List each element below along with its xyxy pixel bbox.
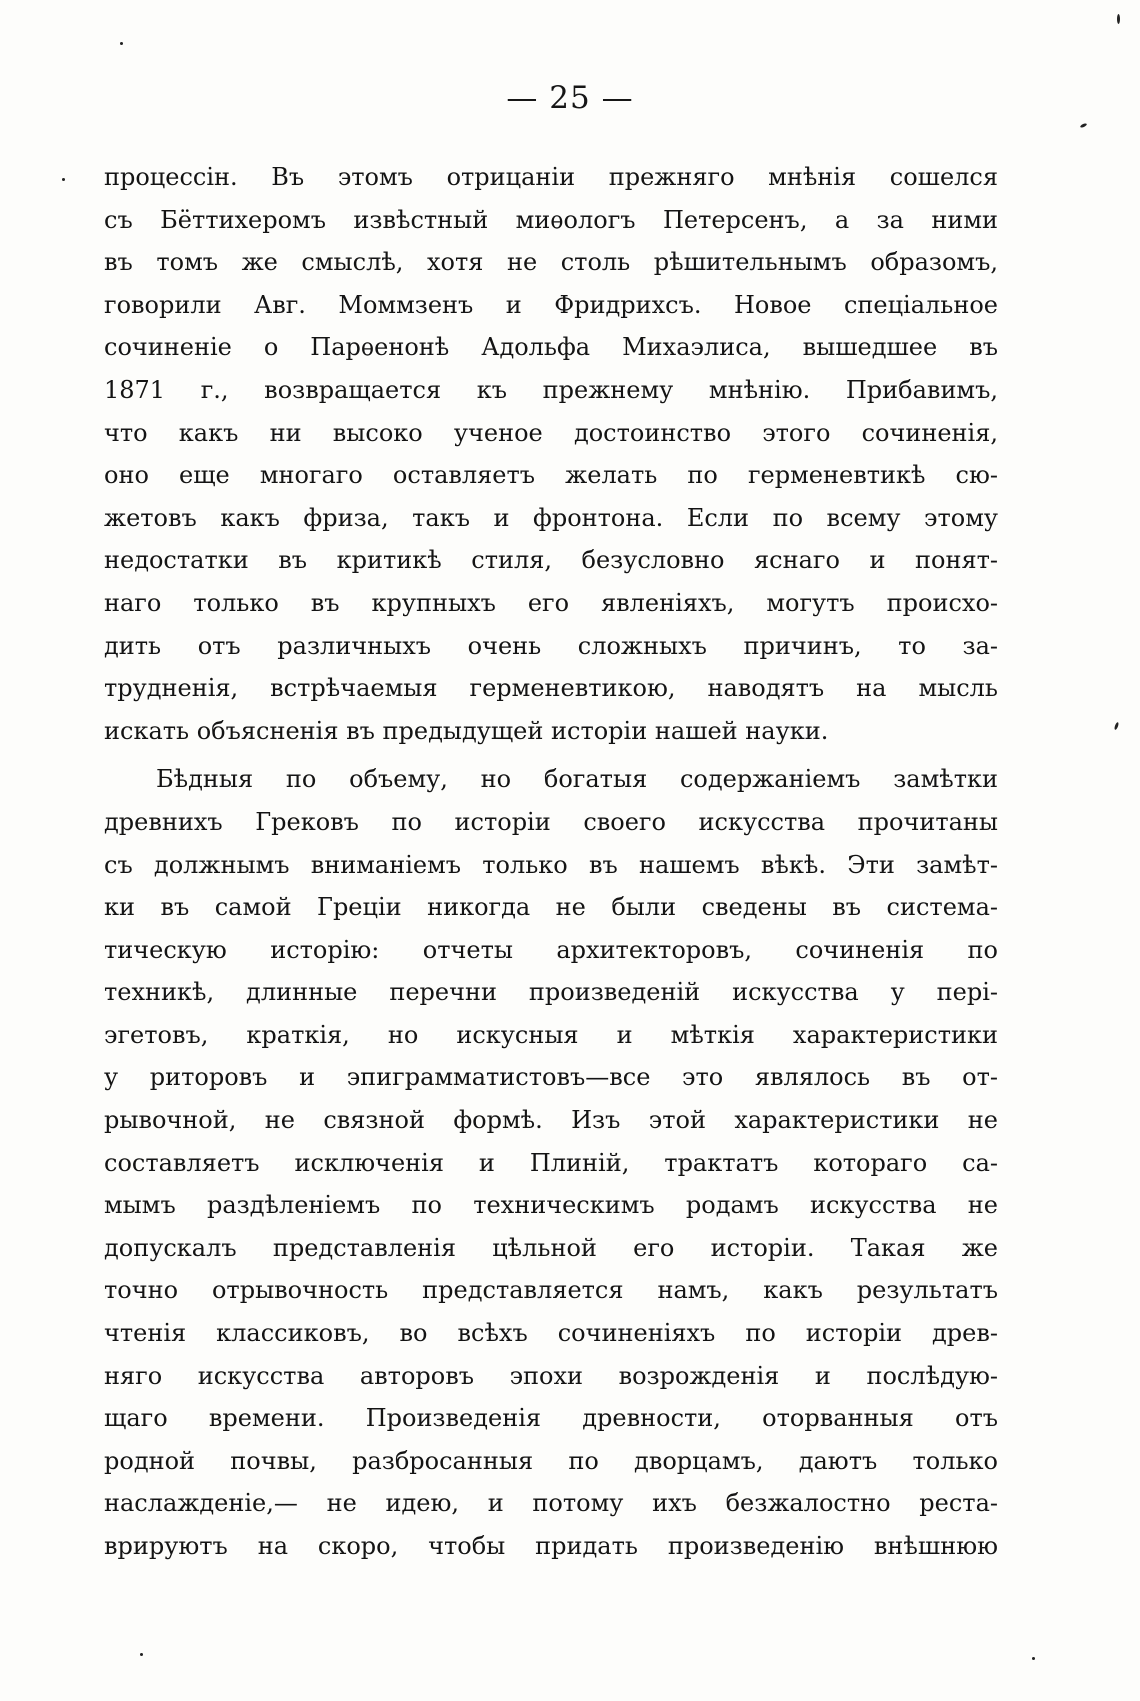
text-line: у риторовъ и эпиграмматистовъ—все это являлось въ от- (104, 1063, 998, 1092)
text-line: древнихъ Грековъ по исторіи своего искусства прочитаны (104, 807, 998, 836)
text-line: 1871 г., возвращается къ прежнему мнѣнію. Прибавимъ, (104, 375, 998, 404)
text-line: составляетъ исключенія и Плиній, трактатъ котораго са- (104, 1148, 998, 1177)
text-line: дить отъ различныхъ очень сложныхъ причинъ, то за- (104, 631, 998, 660)
paragraph-2 (104, 758, 998, 1567)
scan-speck (1032, 1657, 1035, 1660)
text-line: недостатки въ критикѣ стиля, безусловно яснаго и понят- (104, 546, 998, 575)
text-line: съ должнымъ вниманіемъ только въ нашемъ вѣкѣ. Эти замѣт- (104, 850, 998, 879)
text-line: чтенія классиковъ, во всѣхъ сочиненіяхъ по исторіи древ- (104, 1319, 998, 1348)
page-number: — 25 — (506, 80, 634, 116)
text-line: съ Бёттихеромъ извѣстный миѳологъ Петерсенъ, а за ними (104, 205, 998, 234)
text-line: сочиненіе о Парѳенонѣ Адольфа Михаэлиса, вышедшее въ (104, 333, 998, 362)
text-line: что какъ ни высоко ученое достоинство этого сочиненія, (104, 418, 998, 447)
text-line: эгетовъ, краткія, но искусныя и мѣткія характеристики (104, 1020, 998, 1049)
text-line: допускалъ представленія цѣльной его исторіи. Такая же (104, 1233, 998, 1262)
text-line: рывочной, не связной формѣ. Изъ этой характеристики не (104, 1106, 998, 1135)
scan-speck (120, 42, 123, 45)
text-line: точно отрывочность представляется намъ, какъ результатъ (104, 1276, 998, 1305)
text-line: ки въ самой Греціи никогда не были сведены въ система- (104, 893, 998, 922)
text-line: наслажденіе,— не идею, и потому ихъ безжалостно реста- (104, 1489, 998, 1518)
text-line: щаго времени. Произведенія древности, оторванныя отъ (104, 1404, 998, 1433)
text-line: няго искусства авторовъ эпохи возрожденія и послѣдую- (104, 1361, 998, 1390)
scan-speck (1080, 123, 1088, 129)
text-line: врируютъ на скоро, чтобы придать произведенію внѣшнюю (104, 1532, 998, 1560)
paragraph-1 (104, 156, 998, 752)
text-line: техникѣ, длинные перечни произведеній искусства у перi- (104, 978, 998, 1007)
text-line: жетовъ какъ фриза, такъ и фронтона. Если по всему этому (104, 503, 998, 532)
text-line: Бѣдныя по объему, но богатыя содержаніемъ замѣтки (156, 765, 998, 794)
text-line: тическую исторію: отчеты архитекторовъ, сочиненія по (104, 935, 998, 964)
text-line: искать объясненія въ предыдущей исторіи нашей науки. (104, 716, 829, 745)
text-line: процессін. Въ этомъ отрицаніи прежняго мнѣнія сошелся (104, 163, 998, 191)
scan-speck (62, 178, 65, 181)
text-line: говорили Авг. Моммзенъ и Фридрихсъ. Новое спеціальное (104, 290, 998, 319)
body-text (104, 156, 998, 1568)
scan-speck (1114, 722, 1120, 731)
text-line: трудненія, встрѣчаемыя герменевтикою, наводятъ на мысль (104, 674, 998, 703)
text-line: родной почвы, разбросанныя по дворцамъ, даютъ только (104, 1446, 998, 1475)
text-line: оно еще многаго оставляетъ желать по герменевтикѣ сю- (104, 461, 998, 490)
scan-speck (140, 1653, 143, 1656)
text-line: наго только въ крупныхъ его явленіяхъ, могутъ происхо- (104, 588, 998, 617)
text-line: мымъ раздѣленіемъ по техническимъ родамъ искусства не (104, 1191, 998, 1220)
scan-speck (1117, 14, 1120, 24)
text-line: въ томъ же смыслѣ, хотя не столь рѣшительнымъ образомъ, (104, 248, 998, 277)
